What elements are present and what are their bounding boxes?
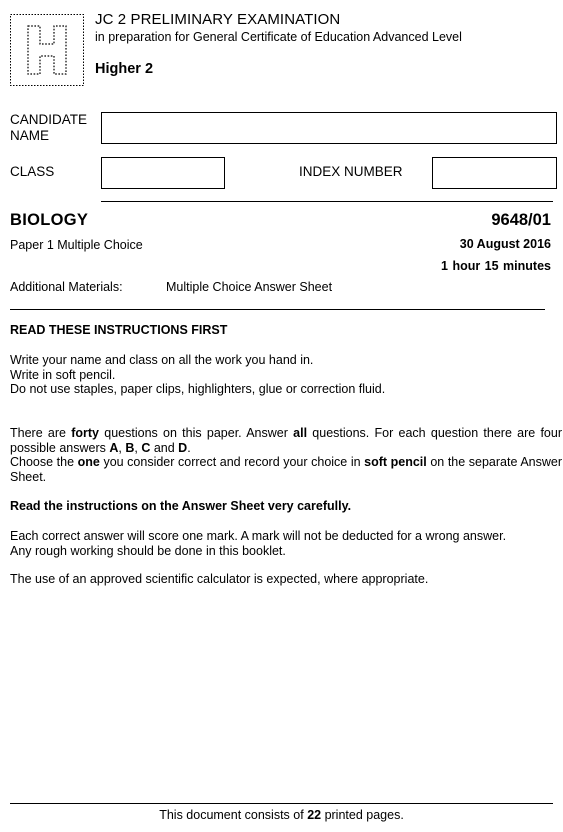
exam-title: JC 2 PRELIMINARY EXAMINATION <box>95 11 341 28</box>
text-run-bold: one <box>77 455 100 469</box>
answer-choice-paragraph <box>10 455 562 484</box>
text-run-bold: C <box>141 440 151 455</box>
preparation-line: in preparation for General Certificate of Education Advanced Level <box>95 30 462 44</box>
rough-work-line: Any rough working should be done in this booklet. <box>10 543 286 558</box>
divider-top <box>101 201 553 202</box>
additional-materials-value: Multiple Choice Answer Sheet <box>166 280 333 294</box>
index-number-field[interactable] <box>432 157 557 189</box>
marks-block <box>10 529 506 558</box>
text-run-bold: all <box>293 426 308 440</box>
text-run-bold: forty <box>71 426 100 440</box>
divider-middle <box>10 309 545 310</box>
additional-materials-label: Additional Materials: <box>10 280 123 294</box>
text-run-bold: soft pencil <box>364 455 427 469</box>
paper-code: 9648/01 <box>491 211 551 229</box>
page-count-footer <box>0 808 563 822</box>
text-run: questions on this paper. Answer <box>99 426 294 440</box>
text-run: Choose the <box>10 455 78 469</box>
exam-date: 30 August 2016 <box>459 237 551 251</box>
instructions-block-1 <box>10 353 385 397</box>
paper-name: Paper 1 Multiple Choice <box>10 238 143 252</box>
text-run: printed pages. <box>321 808 404 822</box>
questions-paragraph <box>10 426 562 455</box>
instruction-line: Write your name and class on all the work you hand in. <box>10 353 314 367</box>
text-run: . <box>187 440 191 455</box>
text-run: on the separate Answer Sheet. <box>10 455 562 484</box>
instructions-block-2 <box>10 426 562 484</box>
text-run-bold: D <box>178 440 188 455</box>
text-run: you consider correct and record your choice in <box>99 455 365 469</box>
class-label: CLASS <box>10 164 55 179</box>
instruction-line: Write in soft pencil. <box>10 367 116 382</box>
text-run: , <box>118 440 126 455</box>
answer-sheet-note: Read the instructions on the Answer Sheet very carefully. <box>10 499 352 513</box>
level-label: Higher 2 <box>95 61 154 77</box>
candidate-name-field[interactable] <box>101 112 557 144</box>
subject-title: BIOLOGY <box>10 211 89 229</box>
instructions-heading: READ THESE INSTRUCTIONS FIRST <box>10 323 228 337</box>
exam-duration: 1 hour 15 minutes <box>441 259 551 273</box>
text-run: This document consists of <box>159 808 308 822</box>
h-logo-icon <box>10 14 84 86</box>
text-run-bold: B <box>125 440 135 455</box>
text-run: , <box>134 440 142 455</box>
index-number-label: INDEX NUMBER <box>299 164 403 179</box>
text-run: questions. For each question there are four possible answers <box>10 426 562 455</box>
page-count: 22 <box>307 808 322 822</box>
class-field[interactable] <box>101 157 225 189</box>
divider-footer <box>10 803 553 804</box>
marks-line: Each correct answer will score one mark. A mark will not be deducted for a wrong answer. <box>10 529 507 543</box>
text-run: and <box>150 440 179 455</box>
instruction-line: Do not use staples, paper clips, highlighters, glue or correction fluid. <box>10 382 386 396</box>
calculator-note: The use of an approved scientific calculator is expected, where appropriate. <box>10 572 429 586</box>
candidate-name-label: CANDIDATE NAME <box>10 112 88 143</box>
text-run-bold: A <box>109 440 119 455</box>
text-run: There are <box>10 426 72 440</box>
